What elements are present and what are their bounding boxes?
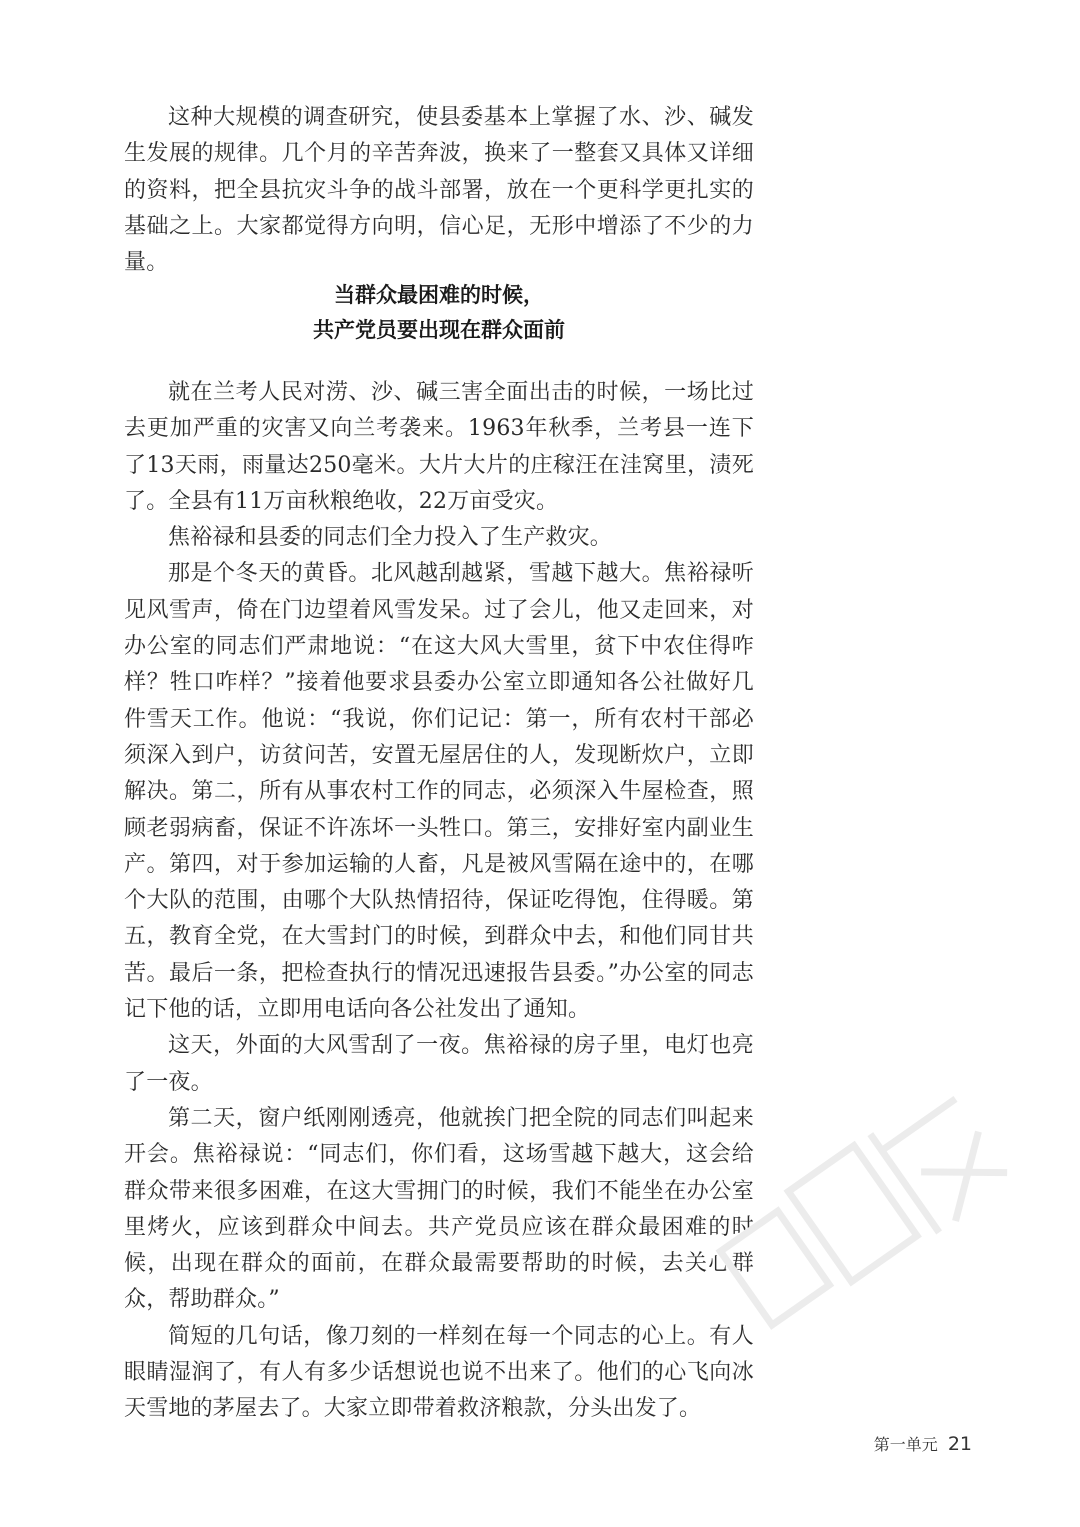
body-paragraph: 简短的几句话，像刀刻的一样刻在每一个同志的心上。有人眼睛湿润了，有人有多少话想说也说不出来了。他们的心飞向冰天雪地的茅屋去了。大家立即带着救济粮款，分头出发了。	[124, 1323, 754, 1422]
page-number: 21	[947, 1433, 972, 1455]
body-paragraph: 焦裕禄和县委的同志们全力投入了生产救灾。	[168, 525, 613, 551]
section-heading	[124, 278, 754, 348]
page-footer	[874, 1432, 972, 1455]
section-heading-line-1: 当群众最困难的时候，	[334, 283, 544, 307]
body-paragraph: 这天，外面的大风雪刮了一夜。焦裕禄的房子里，电灯也亮了一夜。	[124, 1033, 754, 1095]
body-paragraph: 那是个冬天的黄昏。北风越刮越紧，雪越下越大。焦裕禄听见风雪声，倚在门边望着风雪发呆。过了会儿，他又走回来，对办公室的同志们严肃地说：“在这大风大雪里，贫下中农住得咋样？牲口咋样？”接着他要求县委办公室立即通知各公社做好几件雪天工作。他说：“我说，你们记记：第一，所有农村干部必须深入到户，访贫问苦，安置无屋居住的人，发现断炊户，立即解决。第二，所有从事农村工作的同志，必须深入牛屋检查，照顾老弱病畜，保证不许冻坏一头牲口。第三，安排好室内副业生产。第四，对于参加运输的人畜，凡是被风雪隔在途中的，在哪个大队的范围，由哪个大队热情招待，保证吃得饱，住得暖。第五，教育全党，在大雪封门的时候，到群众中去，和他们同甘共苦。最后一条，把检查执行的情况迅速报告县委。”办公室的同志记下他的话，立即用电话向各公社发出了通知。	[124, 561, 754, 1023]
body-paragraph: 第二天，窗户纸刚刚透亮，他就挨门把全院的同志们叫起来开会。焦裕禄说：“同志们，你们看，这场雪越下越大，这会给群众带来很多困难，在这大雪拥门的时候，我们不能坐在办公室里烤火，应该到群众中间去。共产党员应该在群众最困难的时候，出现在群众的面前，在群众最需要帮助的时候，去关心群众，帮助群众。”	[124, 1105, 754, 1313]
section-heading-line-2: 共产党员要出现在群众面前	[313, 318, 565, 342]
intro-paragraph: 这种大规模的调查研究，使县委基本上掌握了水、沙、碱发生发展的规律。几个月的辛苦奔波，换来了一整套又具体又详细的资料，把全县抗灾斗争的战斗部署，放在一个更科学更扎实的基础之上。大家都觉得方向明，信心足，无形中增添了不少的力量。	[124, 105, 754, 276]
intro-section	[124, 100, 754, 281]
body-paragraph: 就在兰考人民对涝、沙、碱三害全面出击的时候，一场比过去更加严重的灾害又向兰考袭来。1963年秋季，兰考县一连下了13天雨，雨量达250毫米。大片大片的庄稼汪在洼窝里，渍死了。全县有11万亩秋粮绝收，22万亩受灾。	[124, 380, 754, 514]
body-section	[124, 375, 754, 1428]
unit-label: 第一单元	[873, 1435, 938, 1454]
